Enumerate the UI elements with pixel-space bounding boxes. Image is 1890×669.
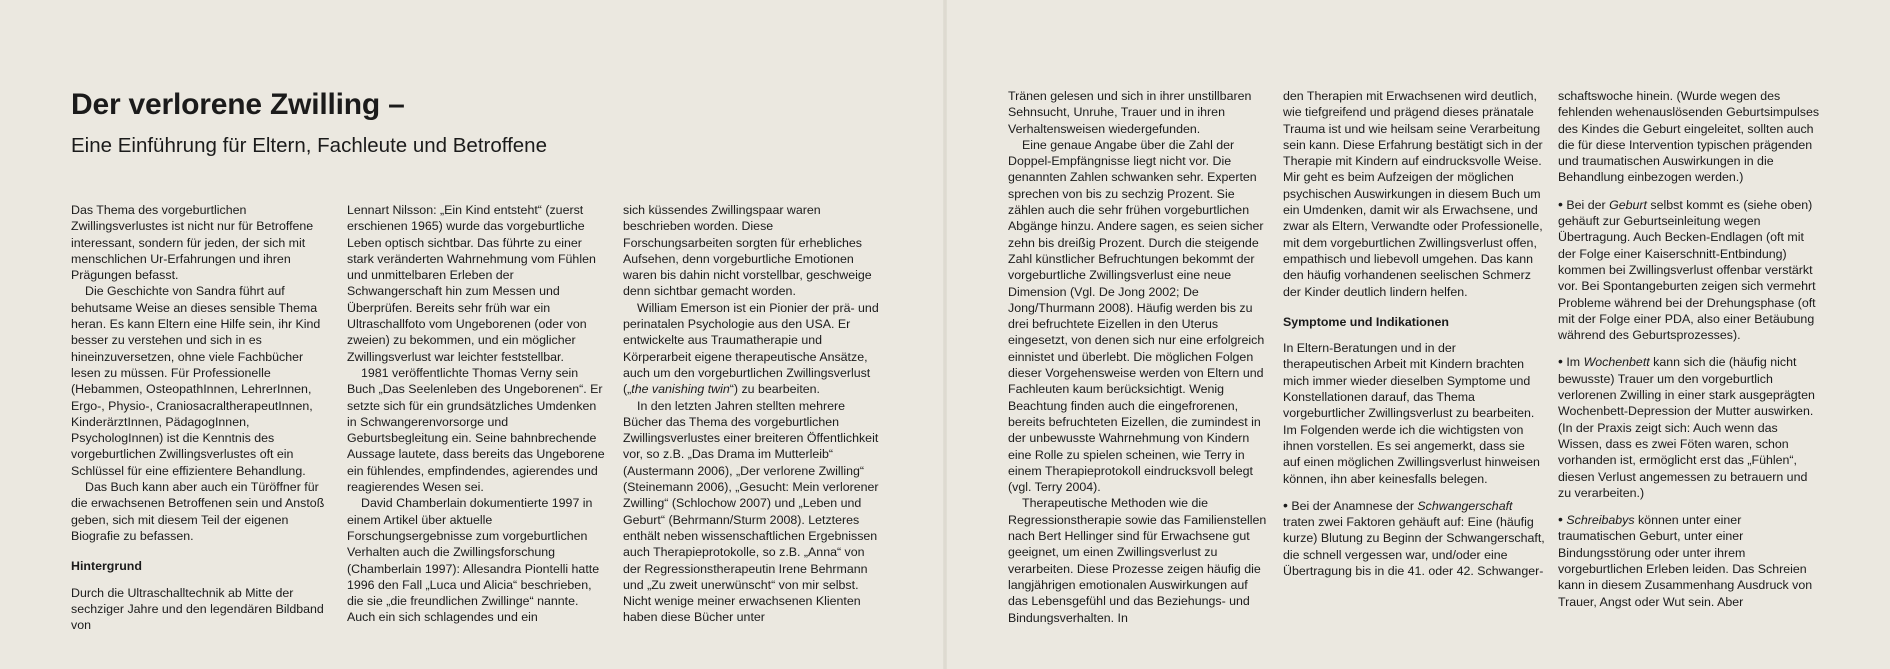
page-subtitle: Eine Einführung für Eltern, Fachleute und Betroffene: [71, 134, 547, 157]
bullet-item: [1283, 497, 1545, 579]
spacer: [71, 544, 333, 558]
page-title: Der verlorene Zwilling –: [71, 88, 405, 121]
text-run: Bei der Anamnese der: [1291, 498, 1418, 513]
paragraph: Das Buch kann aber auch ein Türöffner für die erwachsenen Betroffenen sein und Anstoß geben, sich mit diesem Teil der eigenen Biografie zu befassen.: [71, 480, 325, 543]
emphasis-text: Schwangerschaft: [1417, 498, 1513, 513]
spacer: [1283, 330, 1545, 340]
text-run: selbst kommt es (siehe oben) gehäuft zur Geburtseinleitung wegen Übertragung. Auch Becken-Endlagen (oft mit der Folge einer Kaiserschnitt-Entbindung) kommen bei Zwillingsverlust offenbar verstärkt vor. Bei Spontangeburten zeigen sich vermehrt Probleme während bei der Drehungsphase (oft mit der Folge einer PDA, also einer Betäubung während des Geburtsprozesses).: [1558, 197, 1816, 343]
spacer: [71, 575, 333, 585]
text-run: Bei der: [1566, 197, 1610, 212]
paragraph: Das Thema des vorgeburtlichen Zwillingsverlustes ist nicht nur für Betroffene interessant, sondern für jeden, der sich mit menschlichen Ur-Erfahrungen und ihren Prägungen befasst.: [71, 203, 314, 283]
bullet-icon: •: [1558, 511, 1563, 528]
paragraph: David Chamberlain dokumentierte 1997 in einem Artikel über aktuelle Forschungsergebnisse zum vorgeburtlichen Verhalten auch die Zwillingsforschung (Chamberlain 1997): Allesandra Piontelli hatte 1996 den Fall „Luca und Alicia“ beschrieben, die sie „die freundlichen Zwillinge“ nannte. Auch ein sich schlagendes und ein: [347, 496, 600, 625]
paragraph: Tränen gelesen und sich in ihrer unstillbaren Sehnsucht, Unruhe, Trauer und in ihren Verhaltensweisen wiedergefunden.: [1008, 89, 1252, 136]
paragraph: Durch die Ultraschalltechnik ab Mitte der sechziger Jahre und den legendären Bildband von: [71, 585, 324, 633]
spacer: [1558, 343, 1820, 353]
paragraph: sich küssendes Zwillingspaar waren beschrieben worden. Diese Forschungsarbeiten sorgten für erhebliches Aufsehen, denn vorgeburtliche Emotionen waren bis dahin nicht vorstellbar, geschweige denn sichtbar gemacht worden.: [623, 203, 872, 299]
text-column-3: [623, 202, 885, 642]
bullet-icon: •: [1558, 195, 1563, 212]
emphasis-text: Geburt: [1609, 197, 1647, 212]
spacer: [1558, 501, 1820, 511]
bullet-icon: •: [1283, 496, 1288, 513]
text-run: traten zwei Faktoren gehäuft auf: Eine (häufig kurze) Blutung zu Beginn der Schwangerschaft, die schnell vergessen war, und/oder eine Übertragung bis in die 41. oder 42. Schwanger-: [1283, 515, 1545, 579]
bullet-item: [1558, 511, 1820, 610]
paragraph: schaftswoche hinein. (Wurde wegen des fehlenden wehenauslösenden Geburtsimpulses des Kindes die Geburt eingeleitet, sollten auch die für diese Intervention typischen prägenden und traumatischen Auswirkungen in die Behandlung einbezogen werden.): [1558, 89, 1820, 185]
bullet-item: [1558, 196, 1820, 344]
text-run: können unter einer traumatischen Geburt, unter einer Bindungsstörung oder unter ihrem vorgeburtlichen Erleben leiden. Das Schreien kann in diesem Zusammenhang Ausdruck von Trauer, Angst oder Wut sein. Aber: [1558, 513, 1813, 609]
paragraph: Eine genaue Angabe über die Zahl der Doppel-Empfängnisse liegt nicht vor. Die genannten Zahlen schwanken sehr. Experten sprechen von bis zu sechzig Prozent. Sie zählen auch die sehr frühen vorgeburtlichen Abgänge hinzu. Andere sagen, es seien sicher zehn bis dreißig Prozent. Durch die steigende Zahl künstlicher Befruchtungen bekommt der vorgeburtliche Zwillingsverlust eine neue Dimension (Vgl. De Jong 2002; De Jong/Thurmann 2008). Häufig werden bis zu drei befruchtete Eizellen in den Uterus eingesetzt, von denen sich nur eine erfolgreich einnistet und überlebt. Die möglichen Folgen dieser Vorgehensweise werden von Eltern und Fachleuten kaum berücksichtigt. Wenig Beachtung finden auch die eingefrorenen, bereits befruchteten Eizellen, die zumindest in der unbewusste Wahrnehmung von Kindern eine Rolle zu spielen scheinen, wie Terry in einem Therapieprotokoll eindrucksvoll belegt (vgl. Terry 2004).: [1008, 137, 1265, 495]
text-column-4: [1008, 88, 1270, 625]
paragraph: Therapeutische Methoden wie die Regressionstherapie sowie das Familienstellen nach Bert Hellinger sind für Erwachsene gut geeignet, um einen Zwillingsverlust zu verarbeiten. Diese Prozesse zeigen häufig die langjährigen emotionalen Auswirkungen auf das Lebensgefühl und das Beziehungs- und Bindungsverhalten. In: [1008, 496, 1267, 625]
paragraph: Die Geschichte von Sandra führt auf behutsame Weise an dieses sensible Thema heran. Es kann Eltern eine Hilfe sein, ihr Kind besser zu verstehen und sich in es hineinzuversetzen, ohne viele Fachbücher lesen zu müssen. Für Professionelle (Hebammen, OsteopathInnen, LehrerInnen, Ergo-, Physio-, CraniosacraltherapeutInnen, KinderärztInnen, PädagogInnen, PsychologInnen) ist die Kenntnis des vorgeburtlichen Zwillingsverlustes oft ein Schlüssel für eine effizientere Behandlung.: [71, 284, 321, 478]
spacer: [1283, 487, 1545, 497]
text-column-2: [347, 202, 609, 642]
paragraph: [623, 300, 885, 398]
emphasis-text: the vanishing twin: [631, 382, 730, 397]
section-heading-hintergrund: Hintergrund: [71, 559, 142, 574]
text-run: “) zu bearbeiten.: [729, 382, 820, 397]
text-column-1: [71, 202, 333, 642]
bullet-item: [1558, 353, 1820, 501]
section-heading-symptome: Symptome und Indikationen: [1283, 314, 1449, 329]
spacer: [1558, 186, 1820, 196]
emphasis-text: Wochenbett: [1583, 355, 1650, 370]
bullet-icon: •: [1558, 353, 1563, 370]
paragraph: In Eltern-Beratungen und in der therapeutischen Arbeit mit Kindern brachten mich immer wieder dieselben Symptome und Konstellationen darauf, das Thema vorgeburtlicher Zwillingsverlust zu bearbeiten. Im Folgenden werde ich die wichtigsten von ihnen vorstellen. Es sei angemerkt, dass sie auf einen möglichen Zwillingsverlust hinweisen können, ihn aber keinesfalls belegen.: [1283, 341, 1540, 486]
paragraph: den Therapien mit Erwachsenen wird deutlich, wie tiefgreifend und prägend dieses pränatale Trauma ist und wie heilsam seine Verarbeitung sein kann. Diese Erfahrung bestätigt sich in der Therapie mit Kindern auf eindrucksvolle Weise. Mir geht es beim Aufzeigen der möglichen psychischen Auswirkungen in diesem Buch um ein Umdenken, damit wir als Erwachsene, und zwar als Eltern, Verwandte oder Professionelle, mit dem vorgeburtlichen Zwillingsverlust offen, empathisch und liebevoll umgehen. Das kann den häufig vorhandenen seelischen Schmerz der Kinder deutlich lindern helfen.: [1283, 89, 1543, 299]
paragraph: Lennart Nilsson: „Ein Kind entsteht“ (zuerst erschienen 1965) wurde das vorgeburtliche Leben optisch sichtbar. Das führte zu einer stark veränderten Wahrnehmung vom Fühlen und unmittelbaren Erleben der Schwangerschaft hin zum Messen und Überprüfen. Bereits sehr früh war ein Ultraschallfoto vom Ungeborenen (oder von zweien) zu bekommen, und ein möglicher Zwillingsverlust war leichter feststellbar.: [347, 203, 596, 364]
text-run: kann sich die (häufig nicht bewusste) Trauer um den vorgeburtlich verlorenen Zwilling in einer stark ausgeprägten Wochenbett-Depression der Mutter auswirken. (In der Praxis zeigt sich: Auch wenn das Wissen, dass es zwei Föten waren, schon vorhanden ist, ermöglicht erst das „Fühlen“, diesen Verlust angemessen zu betrauern und zu verarbeiten.): [1558, 355, 1815, 500]
emphasis-text: Schreibabys: [1566, 513, 1635, 528]
paragraph: 1981 veröffentlichte Thomas Verny sein Buch „Das Seelenleben des Ungeborenen“. Er setzte sich für ein grundsätzliches Umdenken in Schwangerenvorsorge und Geburtsbegleitung ein. Seine bahnbrechende Aussage lautete, dass bereits das Ungeborene ein fühlendes, empfindendes, agierendes und reagierendes Wesen sei.: [347, 365, 605, 495]
text-run: William Emerson ist ein Pionier der prä- und perinatalen Psychologie aus den USA. Er entwickelte aus Traumatherapie und Körperarbeit eigene therapeutische Ansätze, auch um den vorgeburtlichen Zwillingsverlust („: [623, 300, 879, 397]
spacer: [1283, 300, 1545, 314]
paragraph: In den letzten Jahren stellten mehrere Bücher das Thema des vorgeburtlichen Zwillingsverlustes einer breiteren Öffentlichkeit vor, so z.B. „Das Drama im Mutterleib“ (Austermann 2006), „Der verlorene Zwilling“ (Steinemann 2006), „Gesucht: Mein verlorener Zwilling“ (Schlochow 2007) und „Leben und Geburt“ (Behrmann/Sturm 2008). Letzteres enthält neben wissenschaftlichen Ergebnissen auch Therapieprotokolle, so z.B. „Anna“ von der Regressionstherapeutin Irene Behrmann und „Zu zweit unerwünscht“ von mir selbst. Nicht wenige meiner erwachsenen Klienten haben diese Bücher unter: [623, 398, 879, 625]
text-run: Im: [1566, 355, 1584, 370]
text-column-6: [1558, 88, 1820, 608]
text-column-5: [1283, 88, 1545, 608]
